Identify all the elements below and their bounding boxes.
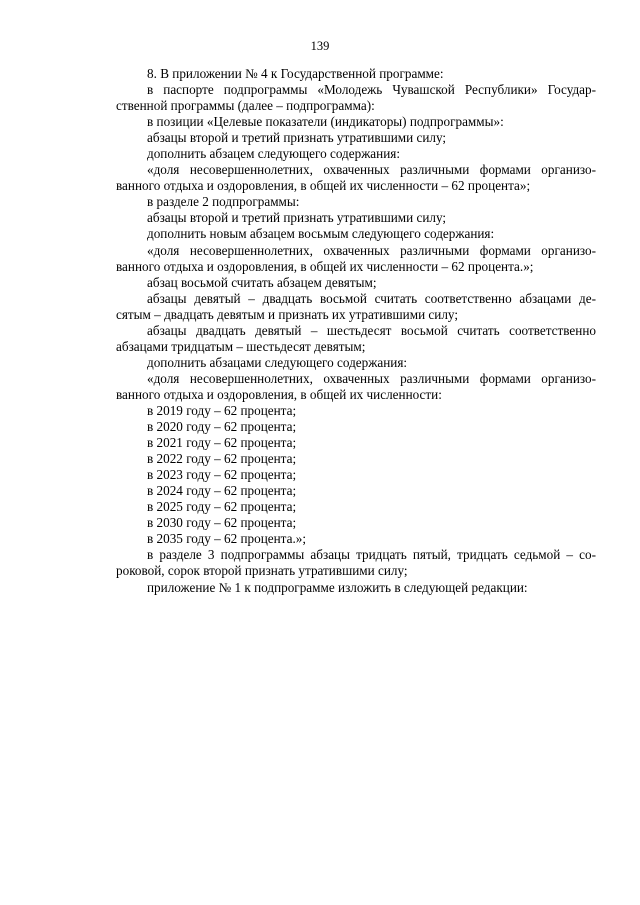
text-line: дополнить абзацем следующего содержания:	[147, 146, 401, 162]
text-line: ственной программы (далее – подпрограмма):	[116, 98, 375, 114]
paragraph	[116, 419, 596, 435]
text-line: ванного отдыха и оздоровления, в общей их численности – 62 процента»;	[116, 178, 531, 194]
paragraph	[116, 291, 596, 323]
paragraph	[116, 499, 596, 515]
text-line: дополнить абзацами следующего содержания:	[147, 354, 408, 370]
text-line: роковой, сорок второй признать утратившими силу;	[116, 563, 408, 579]
text-line: абзацы второй и третий признать утратившими силу;	[147, 130, 447, 146]
text-line: в 2023 году – 62 процента;	[147, 467, 297, 483]
text-line: абзац восьмой считать абзацем девятым;	[147, 274, 377, 290]
paragraph	[116, 371, 596, 403]
paragraph	[116, 130, 596, 146]
text-line: «доля несовершеннолетних, охваченных различными формами организо-	[147, 242, 596, 258]
text-line: сятым – двадцать девятым и признать их утратившими силу;	[116, 306, 459, 322]
text-line: в разделе 3 подпрограммы абзацы тридцать пятый, тридцать седьмой – со-	[147, 547, 596, 563]
paragraph	[116, 210, 596, 226]
paragraph	[116, 547, 596, 579]
paragraph	[116, 531, 596, 547]
page-number: 139	[310, 39, 330, 53]
text-line: в паспорте подпрограммы «Молодежь Чувашской Республики» Государ-	[147, 82, 596, 98]
paragraph	[116, 580, 596, 596]
text-line: в 2022 году – 62 процента;	[147, 451, 297, 467]
text-line: «доля несовершеннолетних, охваченных различными формами организо-	[147, 370, 596, 386]
paragraph	[116, 515, 596, 531]
paragraph	[116, 243, 596, 275]
paragraph	[116, 162, 596, 194]
text-line: в 2035 году – 62 процента.»;	[147, 531, 307, 547]
text-line: дополнить новым абзацем восьмым следующего содержания:	[147, 226, 495, 242]
text-line: «доля несовершеннолетних, охваченных различными формами организо-	[147, 162, 596, 178]
text-line: ванного отдыха и оздоровления, в общей их численности – 62 процента.»;	[116, 258, 534, 274]
paragraph	[116, 146, 596, 162]
text-line: в 2019 году – 62 процента;	[147, 402, 297, 418]
text-line: в 2025 году – 62 процента;	[147, 499, 297, 515]
text-line: абзацами тридцатым – шестьдесят девятым;	[116, 338, 366, 354]
paragraph	[116, 451, 596, 467]
paragraph	[116, 194, 596, 210]
text-line: в 2020 году – 62 процента;	[147, 419, 297, 435]
paragraph	[116, 483, 596, 499]
text-line: в 2021 году – 62 процента;	[147, 435, 297, 451]
text-line: ванного отдыха и оздоровления, в общей их численности:	[116, 386, 442, 402]
text-line: приложение № 1 к подпрограмме изложить в следующей редакции:	[147, 579, 528, 595]
paragraph	[116, 355, 596, 371]
text-line: в разделе 2 подпрограммы:	[147, 194, 300, 210]
paragraph	[116, 82, 596, 114]
text-line: в 2024 году – 62 процента;	[147, 483, 297, 499]
paragraph	[116, 114, 596, 130]
document-body	[116, 66, 596, 596]
text-line: в 2030 году – 62 процента;	[147, 515, 297, 531]
paragraph	[116, 226, 596, 242]
text-line: абзацы второй и третий признать утратившими силу;	[147, 210, 447, 226]
text-line: в позиции «Целевые показатели (индикаторы) подпрограммы»:	[147, 114, 504, 130]
text-line: абзацы девятый – двадцать восьмой считать соответственно абзацами де-	[147, 290, 596, 306]
paragraph	[116, 66, 596, 82]
paragraph	[116, 275, 596, 291]
text-line: 8. В приложении № 4 к Государственной программе:	[147, 66, 444, 81]
paragraph	[116, 467, 596, 483]
paragraph	[116, 323, 596, 355]
paragraph	[116, 435, 596, 451]
paragraph	[116, 403, 596, 419]
text-line: абзацы двадцать девятый – шестьдесят восьмой считать соответственно	[147, 322, 596, 338]
